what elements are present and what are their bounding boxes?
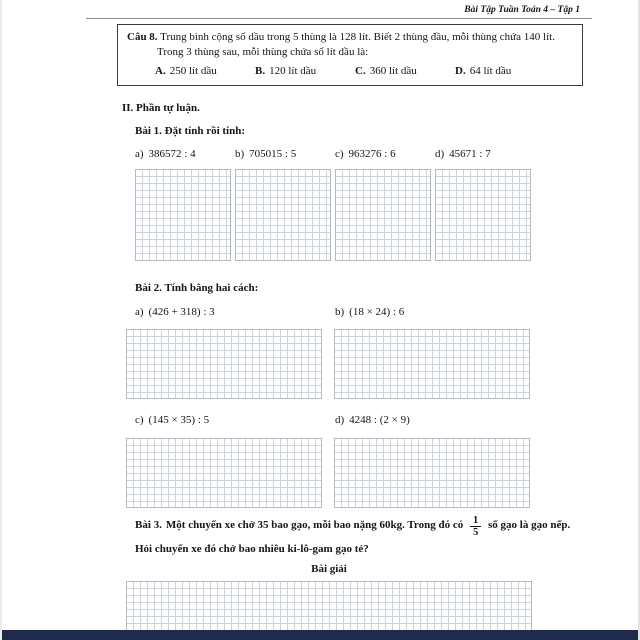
option-a — [155, 64, 255, 79]
answer-grid-1c — [335, 169, 431, 261]
option-d — [455, 64, 511, 79]
problem-2b-expression: (18 × 24) : 6 — [349, 305, 405, 318]
fraction-one-fifth — [470, 515, 481, 538]
problem-2b-label: b) — [335, 305, 345, 318]
exercise-2-title: Bài 2. Tính bằng hai cách: — [135, 282, 259, 295]
exercise-1-work-grids — [135, 169, 583, 261]
exercise-2-problems-row-1 — [135, 305, 583, 320]
answer-grid-2b — [334, 329, 530, 399]
problem-2d-expression: 4248 : (2 × 9) — [349, 414, 410, 427]
exercise-1-title: Bài 1. Đặt tính rồi tính: — [135, 124, 246, 137]
question-8-paragraph — [127, 30, 574, 61]
exercise-3-paragraph — [135, 514, 580, 560]
exercise-2-work-grids-row-1 — [126, 329, 583, 399]
option-d-text: 64 lít dầu — [469, 64, 512, 77]
page-content — [117, 24, 583, 637]
exercise-2-problems-row-2 — [135, 413, 583, 428]
problem-2a — [135, 305, 335, 320]
option-b-label: B. — [255, 64, 266, 77]
exercise-3-label: Bài 3. — [135, 518, 162, 531]
question-8-text: Trung bình cộng số dầu trong 5 thùng là 128 lít. Biết 2 thùng đầu, mỗi thùng chứa 140 lít. Trong 3 thùng sau, mỗi thùng chứa số lít dầu là: — [157, 31, 555, 59]
fraction-numerator: 1 — [470, 515, 481, 527]
option-c-text: 360 lít dầu — [369, 64, 417, 77]
problem-1d — [435, 147, 535, 162]
option-b-text: 120 lít dầu — [269, 64, 317, 77]
problem-1a — [135, 147, 235, 162]
answer-grid-3 — [126, 581, 532, 637]
problem-2b — [335, 305, 535, 320]
header-title: Bài Tập Tuần Toán 4 – Tập 1 — [464, 5, 580, 15]
page-header — [86, 3, 592, 19]
exercise-2-work-grids-row-2 — [126, 438, 583, 508]
problem-1b — [235, 147, 335, 162]
answer-grid-2d — [334, 438, 530, 508]
option-c-label: C. — [355, 64, 366, 77]
option-b — [255, 64, 355, 79]
problem-2c-expression: (145 × 35) : 5 — [148, 414, 210, 427]
option-d-label: D. — [455, 64, 466, 77]
problem-2a-label: a) — [135, 305, 144, 318]
option-a-text: 250 lít dầu — [169, 64, 217, 77]
bottom-accent-bar — [2, 630, 638, 640]
answer-grid-1a — [135, 169, 231, 261]
answer-grid-1d — [435, 169, 531, 261]
problem-2c — [135, 413, 335, 428]
solution-heading: Bài giải — [311, 562, 347, 575]
option-a-label: A. — [155, 64, 166, 77]
problem-1c-expression: 963276 : 6 — [348, 147, 396, 160]
problem-1a-expression: 386572 : 4 — [148, 147, 196, 160]
problem-2d-label: d) — [335, 414, 345, 427]
question-8-label: Câu 8. — [127, 31, 158, 43]
exercise-3-text-before: Một chuyến xe chở 35 bao gạo, mỗi bao nặng 60kg. Trong đó có — [165, 518, 464, 531]
problem-1a-label: a) — [135, 147, 144, 160]
problem-1c — [335, 147, 435, 162]
answer-grid-2a — [126, 329, 322, 399]
answer-grid-2c — [126, 438, 322, 508]
problem-1d-label: d) — [435, 147, 445, 160]
exercise-1-problems — [135, 147, 583, 162]
problem-1d-expression: 45671 : 7 — [449, 147, 491, 160]
fraction-denominator: 5 — [472, 526, 479, 538]
exercise-3-text-after: số gạo là gạo nếp. Hỏi chuyến xe đó chở bao nhiêu ki-lô-gam gạo tẻ? — [135, 518, 571, 555]
problem-2c-label: c) — [135, 414, 144, 427]
problem-1b-label: b) — [235, 147, 245, 160]
option-c — [355, 64, 455, 79]
problem-1c-label: c) — [335, 147, 344, 160]
answer-grid-1b — [235, 169, 331, 261]
question-8-options — [127, 64, 574, 79]
problem-1b-expression: 705015 : 5 — [249, 147, 297, 160]
problem-2a-expression: (426 + 318) : 3 — [148, 305, 215, 318]
question-8-box — [117, 24, 583, 86]
section-title: II. Phần tự luận. — [122, 102, 200, 115]
problem-2d — [335, 413, 535, 428]
